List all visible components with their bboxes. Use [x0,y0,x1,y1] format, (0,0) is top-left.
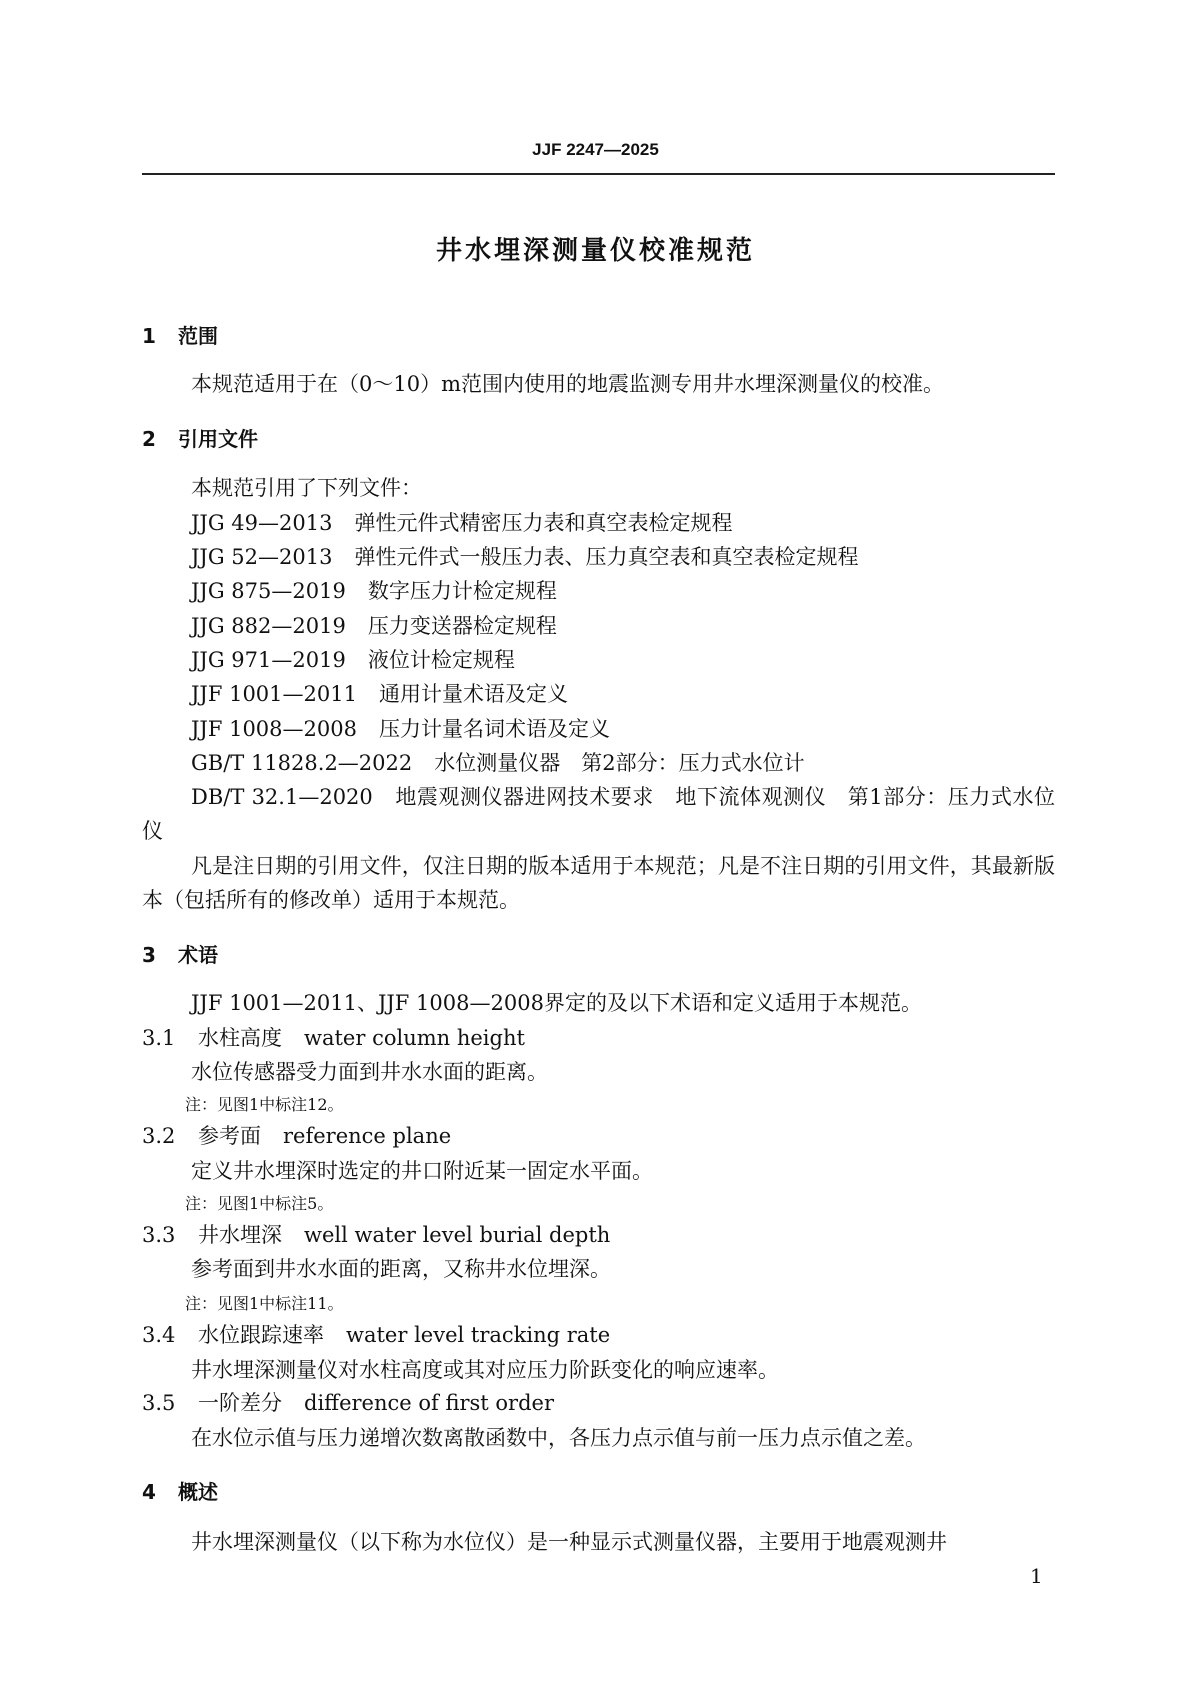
reference-item: JJG 49—2013 弹性元件式精密压力表和真空表检定规程 [191,511,733,535]
reference-item: GB/T 11828.2—2022 水位测量仪器 第2部分：压力式水位计 [191,751,805,775]
term-heading: 3.5 一阶差分 difference of first order [142,1391,554,1415]
term-heading: 3.3 井水埋深 well water level burial depth [142,1223,611,1247]
section-1-heading: 1 范围 [142,324,218,348]
reference-item: JJF 1008—2008 压力计量名词术语及定义 [191,717,610,741]
reference-item: JJG 882—2019 压力变送器检定规程 [191,614,557,638]
page-number: 1 [1030,1564,1043,1588]
section-2-heading: 2 引用文件 [142,427,258,451]
document-title: 井水埋深测量仪校准规范 [435,236,755,266]
term-note: 注：见图1中标注12。 [185,1095,344,1114]
term-heading: 3.1 水柱高度 water column height [142,1026,525,1050]
term-definition: 参考面到井水水面的距离，又称井水位埋深。 [191,1257,611,1281]
term-definition: 水位传感器受力面到井水水面的距离。 [191,1060,548,1084]
term-definition: 井水埋深测量仪对水柱高度或其对应压力阶跃变化的响应速率。 [191,1358,779,1382]
header-rule [142,173,1055,175]
reference-item: JJF 1001—2011 通用计量术语及定义 [191,682,568,706]
document-code-header: JJF 2247—2025 [532,140,659,159]
section-4-heading: 4 概述 [142,1480,218,1504]
section-4-text: 井水埋深测量仪（以下称为水位仪）是一种显示式测量仪器，主要用于地震观测井 [191,1530,947,1554]
term-definition: 在水位示值与压力递增次数离散函数中，各压力点示值与前一压力点示值之差。 [191,1426,926,1450]
references-closing: 凡是注日期的引用文件，仅注日期的版本适用于本规范；凡是不注日期的引用文件，其最新版本（包括所有的修改单）适用于本规范。 [142,854,1055,913]
term-note: 注：见图1中标注5。 [185,1194,334,1213]
reference-item: DB/T 32.1—2020 地震观测仪器进网技术要求 地下流体观测仪 第1部分：压力式水位仪 [142,785,1056,844]
section-3-heading: 3 术语 [142,943,218,967]
term-heading: 3.4 水位跟踪速率 water level tracking rate [142,1323,611,1347]
term-note: 注：见图1中标注11。 [185,1294,344,1313]
references-intro: 本规范引用了下列文件： [191,476,422,500]
section-1-text: 本规范适用于在（0～10）m范围内使用的地震监测专用井水埋深测量仪的校准。 [191,372,944,396]
reference-item: JJG 875—2019 数字压力计检定规程 [191,579,557,603]
reference-item: JJG 971—2019 液位计检定规程 [191,648,515,672]
term-definition: 定义井水埋深时选定的井口附近某一固定水平面。 [191,1159,653,1183]
terms-intro: JJF 1001—2011、JJF 1008—2008界定的及以下术语和定义适用于本规范。 [191,991,922,1015]
reference-item: JJG 52—2013 弹性元件式一般压力表、压力真空表和真空表检定规程 [191,545,859,569]
term-heading: 3.2 参考面 reference plane [142,1124,452,1148]
